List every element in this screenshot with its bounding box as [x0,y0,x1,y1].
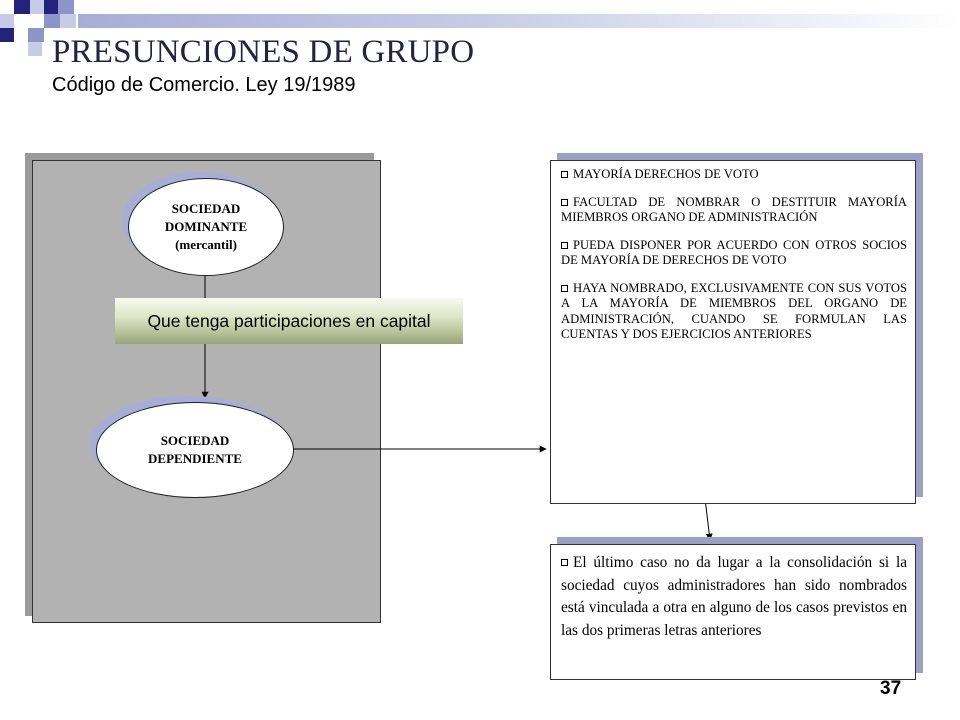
note-item [561,552,907,642]
conditions-box [550,160,916,504]
dominant-line1: SOCIEDAD [171,201,241,216]
capital-participation-banner: Que tenga participaciones en capital [115,298,463,344]
page-number: 37 [880,678,902,699]
dominant-line2: DOMINANTE [164,219,248,234]
square-bullet-icon [561,559,568,566]
condition-text: FACULTAD DE NOMBRAR O DESTITUIR MAYORÍA MIEMBROS ORGANO DE ADMINISTRACIÓN [561,194,907,224]
square-bullet-icon [561,199,568,206]
square-bullet-icon [561,171,568,178]
dominant-line3: (mercantil) [175,237,237,252]
condition-item [561,195,907,226]
square-bullet-icon [561,285,568,292]
dependent-company-node [96,402,294,498]
condition-text: PUEDA DISPONER POR ACUERDO CON OTROS SOCIOS DE MAYORÍA DE DERECHOS DE VOTO [561,237,907,267]
dominant-company-node [128,178,284,276]
square-bullet-icon [561,242,568,249]
note-box [550,544,916,680]
condition-item [561,167,907,183]
condition-text: MAYORÍA DERECHOS DE VOTO [573,167,759,181]
page-title: PRESUNCIONES DE GRUPO [52,34,475,70]
page-subtitle: Código de Comercio. Ley 19/1989 [52,74,356,96]
condition-item [561,281,907,343]
note-text: El último caso no da lugar a la consolidación si la sociedad cuyos administradores han sido nombrados está vinculada a otra en alguno de los casos previstos en las dos primeras letras anteriores [561,554,907,639]
dependent-line1: SOCIEDAD [160,433,230,448]
dependent-line2: DEPENDIENTE [148,451,242,466]
condition-item [561,238,907,269]
condition-text: HAYA NOMBRADO, EXCLUSIVAMENTE CON SUS VOTOS A LA MAYORÍA DE MIEMBROS DEL ORGANO DE ADMINISTRACIÓN, CUANDO SE FORMULAN LAS CUENTAS Y DOS EJERCICIOS ANTERIORES [561,280,907,341]
